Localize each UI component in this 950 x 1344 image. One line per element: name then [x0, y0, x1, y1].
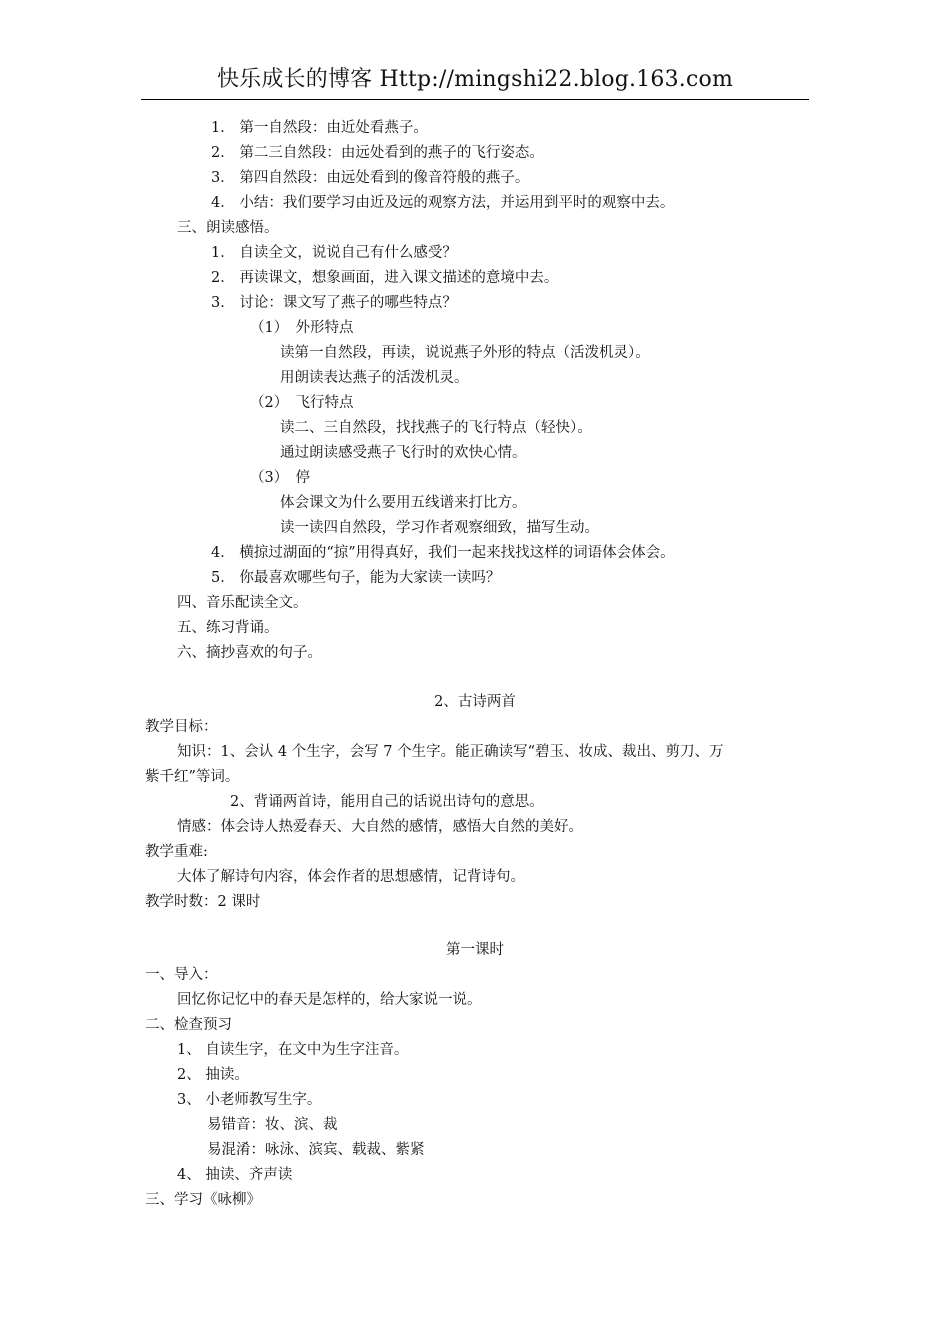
section-heading: 二、检查预习 — [145, 1017, 232, 1033]
section-heading: 三、朗读感悟。 — [177, 220, 279, 236]
page-header-title: 快乐成长的博客 Http://mingshi22.blog.163.com — [216, 67, 734, 92]
text-line: （3） 停 — [250, 470, 310, 486]
text-line: 读二、三自然段，找找燕子的飞行特点（轻快）。 — [280, 420, 592, 436]
section-heading: 六、摘抄喜欢的句子。 — [177, 645, 322, 661]
text-line: 体会课文为什么要用五线谱来打比方。 — [280, 495, 527, 511]
text-line: 2、背诵两首诗，能用自己的话说出诗句的意思。 — [230, 794, 544, 810]
lesson-subtitle: 第一课时 — [446, 942, 504, 958]
text-line: 知识：1、会认 4 个生字，会写 7 个生字。能正确读写“碧玉、妆成、裁出、剪刀、万 — [177, 744, 724, 760]
text-line: 5． 你最喜欢哪些句子，能为大家读一读吗？ — [211, 570, 501, 586]
text-line: 教学时数：2 课时 — [145, 894, 261, 910]
text-line: 4． 小结：我们要学习由近及远的观察方法，并运用到平时的观察中去。 — [211, 195, 675, 211]
text-line: 读一读四自然段，学习作者观察细致，描写生动。 — [280, 520, 599, 536]
text-line: 用朗读表达燕子的活泼机灵。 — [280, 370, 469, 386]
text-line: 2． 第二三自然段：由远处看到的燕子的飞行姿态。 — [211, 145, 544, 161]
text-line: 4、 抽读、齐声读 — [177, 1167, 293, 1183]
section-heading: 三、学习《咏柳》 — [145, 1192, 261, 1208]
text-line: 3． 第四自然段：由远处看到的像音符般的燕子。 — [211, 170, 530, 186]
text-line: 通过朗读感受燕子飞行时的欢快心情。 — [280, 445, 527, 461]
text-line: 易混淆：咏泳、滨宾、载裁、紫紧 — [207, 1142, 425, 1158]
text-line: 情感：体会诗人热爱春天、大自然的感情，感悟大自然的美好。 — [177, 819, 583, 835]
text-line: 大体了解诗句内容，体会作者的思想感情，记背诗句。 — [177, 869, 525, 885]
text-line: 3、 小老师教写生字。 — [177, 1092, 322, 1108]
text-line: 1． 自读全文，说说自己有什么感受？ — [211, 245, 457, 261]
text-line: 1． 第一自然段：由近处看燕子。 — [211, 120, 428, 136]
lesson-title: 2、古诗两首 — [434, 694, 516, 710]
text-line: 3． 讨论：课文写了燕子的哪些特点？ — [211, 295, 457, 311]
text-line: （1） 外形特点 — [250, 320, 354, 336]
text-line: 读第一自然段，再读，说说燕子外形的特点（活泼机灵）。 — [280, 345, 650, 361]
text-line: 2、 抽读。 — [177, 1067, 249, 1083]
text-line: 回忆你记忆中的春天是怎样的，给大家说一说。 — [177, 992, 482, 1008]
section-heading: 五、练习背诵。 — [177, 620, 279, 636]
section-heading: 一、导入： — [145, 967, 218, 983]
section-heading: 教学目标： — [145, 719, 218, 735]
text-line: 2． 再读课文，想象画面，进入课文描述的意境中去。 — [211, 270, 559, 286]
section-heading: 教学重难: — [145, 844, 208, 860]
text-line: 1、 自读生字，在文中为生字注音。 — [177, 1042, 409, 1058]
text-line: （2） 飞行特点 — [250, 395, 354, 411]
header-divider — [141, 99, 809, 100]
text-line: 紫千红”等词。 — [145, 769, 240, 785]
text-line: 4． 横掠过湖面的“掠”用得真好，我们一起来找找这样的词语体会体会。 — [211, 545, 675, 561]
section-heading: 四、音乐配读全文。 — [177, 595, 308, 611]
text-line: 易错音：妆、滨、裁 — [207, 1117, 338, 1133]
